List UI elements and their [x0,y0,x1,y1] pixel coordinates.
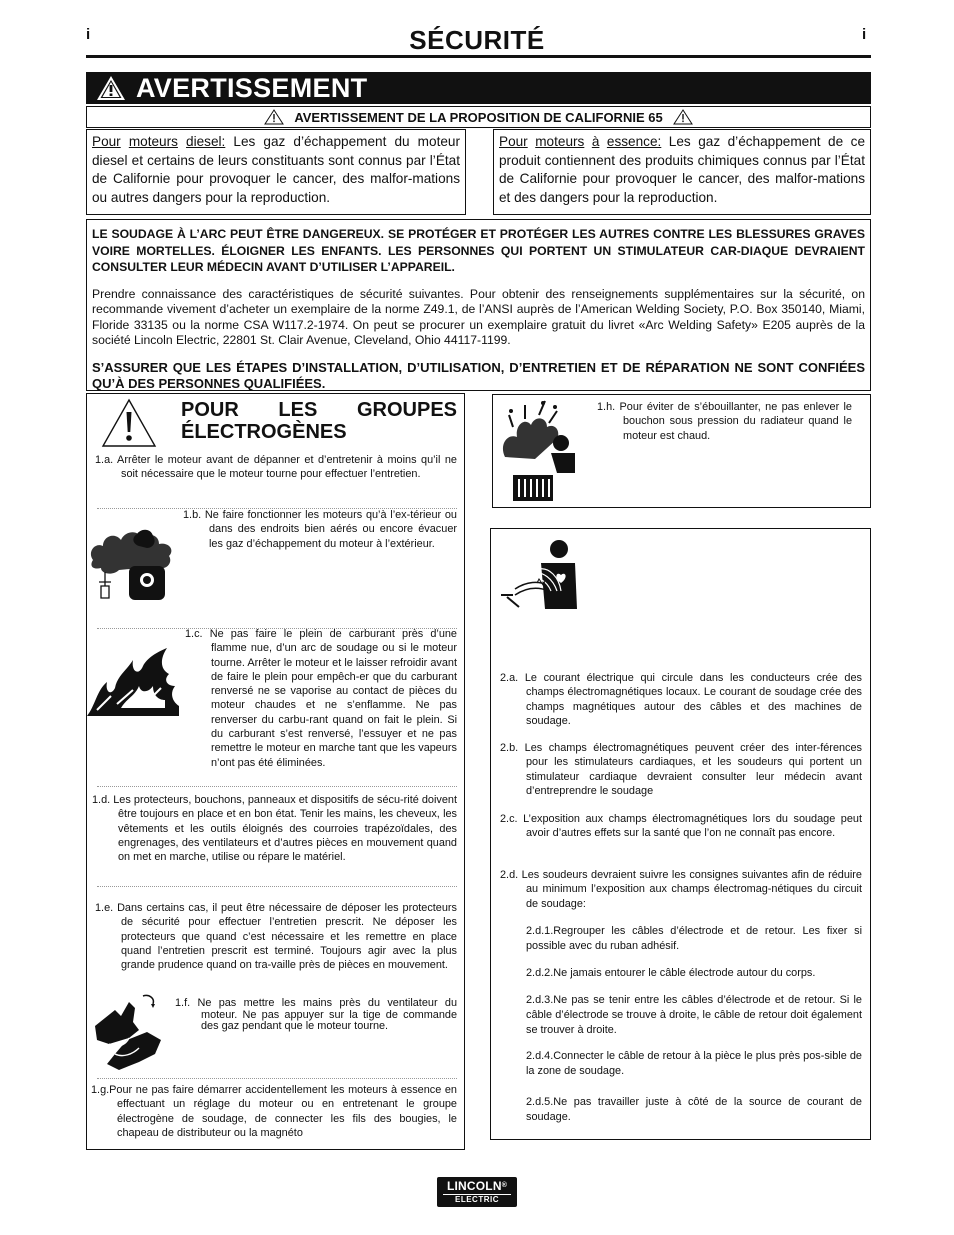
item-1d: 1.d. Les protecteurs, bouchons, panneaux et dispositifs de sécu-rité doivent être toujours en place et en bon état. Tenir les mains, les cheveux, les vêtements et les outils éloignés des courroies trapézoïdales, des engrenages, des ventilateurs et d’autres pièces en mouvement quand on met en marche, utilise ou répare le matériel. [92,794,457,864]
item-2a: 2.a. Le courant électrique qui circule dans les conducteurs crée des champs électromagnétiques locaux. Le courant de soudage crée des champs magnétiques autour des câbles et des machines de soudage. [500,672,862,727]
essence-text: Les gaz d’échappement de ce produit contiennent des produits chimiques connus par l’État de Californie pour provoquer le cancer, des malfor-mations et des dangers pour la reproduction. [499,134,866,205]
item-1b: 1.b. Ne faire fonctionner les moteurs qu’à l’ex-térieur ou dans des endroits bien aérés ou encore évacuer les gaz d’échappement du moteur à l’extérieur. [183,509,457,550]
item-1a: 1.a. Arrêter le moteur avant de dépanner et d’entretenir à moins qu’il ne soit nécessaire que le moteur tourne pour effectuer l’entretien. [95,454,457,481]
prop65-title: AVERTISSEMENT DE LA PROPOSITION DE CALIFORNIE 65 [294,109,663,125]
page-number-right: i [862,26,867,43]
essence-lead: Pour [499,134,528,149]
separator [97,786,457,787]
arc-welding-danger-box [86,219,871,391]
item-1h: 1.h. Pour éviter de s’ébouillanter, ne pas enlever le bouchon sous pression du radiateur quand le moteur est chaud. [597,401,852,442]
emf-section [490,528,871,1140]
prop65-header [86,106,871,128]
electromagnetic-field-icon [497,537,579,615]
danger-caps-text: LE SOUDAGE À L’ARC PEUT ÊTRE DANGEREUX. SE PROTÉGER ET PROTÉGER LES AUTRES CONTRE LES BLESSURES GRAVES VOIRE MORTELLES. ÉLOIGNER LES ENFANTS. LES PERSONNES QUI PORTENT UN STIMULATEUR CAR-DIAQUE DEVRAIENT CONSULTER LEUR MÉDECIN AVANT D’UTILISER L’APPAREIL. [92,227,865,274]
prop65-diesel-box [86,129,466,215]
logo-line2: ELECTRIC [443,1194,511,1205]
radiator-steam-icon [495,397,581,505]
generators-title: POUR LES GROUPES ÉLECTROGÈNES [181,399,457,443]
registered-mark: ® [501,1182,508,1189]
flame-icon [87,646,179,718]
section-title: SÉCURITÉ [409,25,545,55]
header-rule [86,55,871,58]
warning-triangle-icon [264,109,284,125]
item-2b: 2.b. Les champs électromagnétiques peuvent créer des inter-férences pour les stimulateurs cardiaques, et les soudeurs qui portent un stimulateur cardiaque devraient consulter leur médecin avant d’entreprendre le soudage [500,742,862,797]
item-2c: 2.c. L’exposition aux champs électromagnétiques lors du soudage peut avoir d’autres effets sur la santé que l’on ne connaît pas encore. [500,813,862,840]
item-2d4: 2.d.4.Connecter le câble de retour à la pièce le plus près pos-sible de la zone de soudage. [526,1050,862,1077]
exhaust-fumes-icon [89,516,175,608]
warning-triangle-icon [673,109,693,125]
separator [97,886,457,887]
warning-triangle-icon [101,398,157,448]
page-number-left: i [86,26,91,43]
logo-line1: LINCOLN [446,1179,502,1193]
warning-triangle-icon [96,75,126,101]
lincoln-electric-logo [437,1177,517,1207]
hands-fan-icon [89,992,165,1072]
item-2d: 2.d. Les soudeurs devraient suivre les consignes suivantes afin de réduire au minimum l’exposition aux champs électromag-nétiques du circuit de soudage: [500,869,862,910]
item-1f: 1.f. Ne pas mettre les mains près du ventilateur du moteur. Ne pas appuyer sur la tige de commande des gaz pendant que le moteur tourne. [175,997,457,1032]
essence-lead: moteurs [535,134,585,149]
separator [97,1078,457,1079]
diesel-text: Les gaz d’échappement du moteur diesel et certains de leurs constituants sont connus par l’État de Californie pour provoquer le cancer, des malfor-mations ou autres dangers pour la reproduction. [92,134,460,205]
item-2d5: 2.d.5.Ne pas travailler juste à côté de la source de courant de soudage. [526,1096,862,1123]
item-1g: 1.g.Pour ne pas faire démarrer accidentellement les moteurs à essence en effectuant un réglage du moteur ou en entretenant le groupe électrogène de soudage, de connecter les fils des bougies, le chapeau de distributeur ou la magnéto [91,1084,457,1139]
essence-lead: essence: [606,134,662,149]
item-1c: 1.c. Ne pas faire le plein de carburant près d’une flamme nue, d’un arc de soudage ou si le moteur tourne. Arrêter le moteur et le laisser refroidir avant de faire le plein pour empêch-er que du carburant renversé ne se vaporise au contact de pièces du moteur chaudes et ne s’enflamme. Ne pas renverser du carbu-rant quand on fait le plein. Si du carburant s’est renversé, l’essuyer et ne pas remettre le moteur en marche tant que les vapeurs n’ont pas été éliminées. [185,628,457,769]
item-2d2: 2.d.2.Ne jamais entourer le câble électrode autour du corps. [526,967,816,979]
generators-section [86,393,465,1150]
item-2d1: 2.d.1.Regrouper les câbles d’électrode et de retour. Les fixer si possible avec du ruban adhésif. [526,925,862,952]
diesel-lead: Pour [92,134,121,149]
warning-banner [86,72,871,104]
radiator-section [492,394,871,508]
item-2d3: 2.d.3.Ne pas se tenir entre les câbles d’électrode et de retour. Si le câble d’électrode se trouve à droite, le câble de retour doit également se trouver à droite. [526,994,862,1036]
danger-body-text: Prendre connaissance des caractéristiques de sécurité suivantes. Pour obtenir des renseignements supplémentaires sur la sécurité, on recommande vivement d’acheter un exemplaire de la norme Z49.1, de l’ANSI auprès de l’American Welding Society, P.O. Box 350140, Miami, Floride 33135 ou la norme CSA W117.2-1974. On peut se procurer un exemplaire gratuit du livret «Arc Welding Safety» E205 auprès de la société Lincoln Electric, 22801 St. Clair Avenue, Cleveland, Ohio 44117-1199. [92,286,865,347]
diesel-lead: moteurs [128,134,178,149]
essence-lead: à [591,134,600,149]
item-1e: 1.e. Dans certains cas, il peut être nécessaire de déposer les protecteurs de sécurité pour effectuer l’entretien prescrit. Ne déposer les protecteurs que quand c’est nécessaire et les remettre en place quand l’entretien prescrit est terminé. Toujours agir avec la plus grande prudence quand on tra-vaille près de pièces en mouvement. [95,902,457,972]
danger-qualified-text: S’ASSURER QUE LES ÉTAPES D’INSTALLATION, D’UTILISATION, D’ENTRETIEN ET DE RÉPARATION NE SONT CONFIÉES QU’À DES PERSONNES QUALIFIÉES. [92,359,865,391]
prop65-essence-box [493,129,871,215]
warning-banner-label: AVERTISSEMENT [136,72,368,103]
diesel-lead: diesel: [186,134,226,149]
